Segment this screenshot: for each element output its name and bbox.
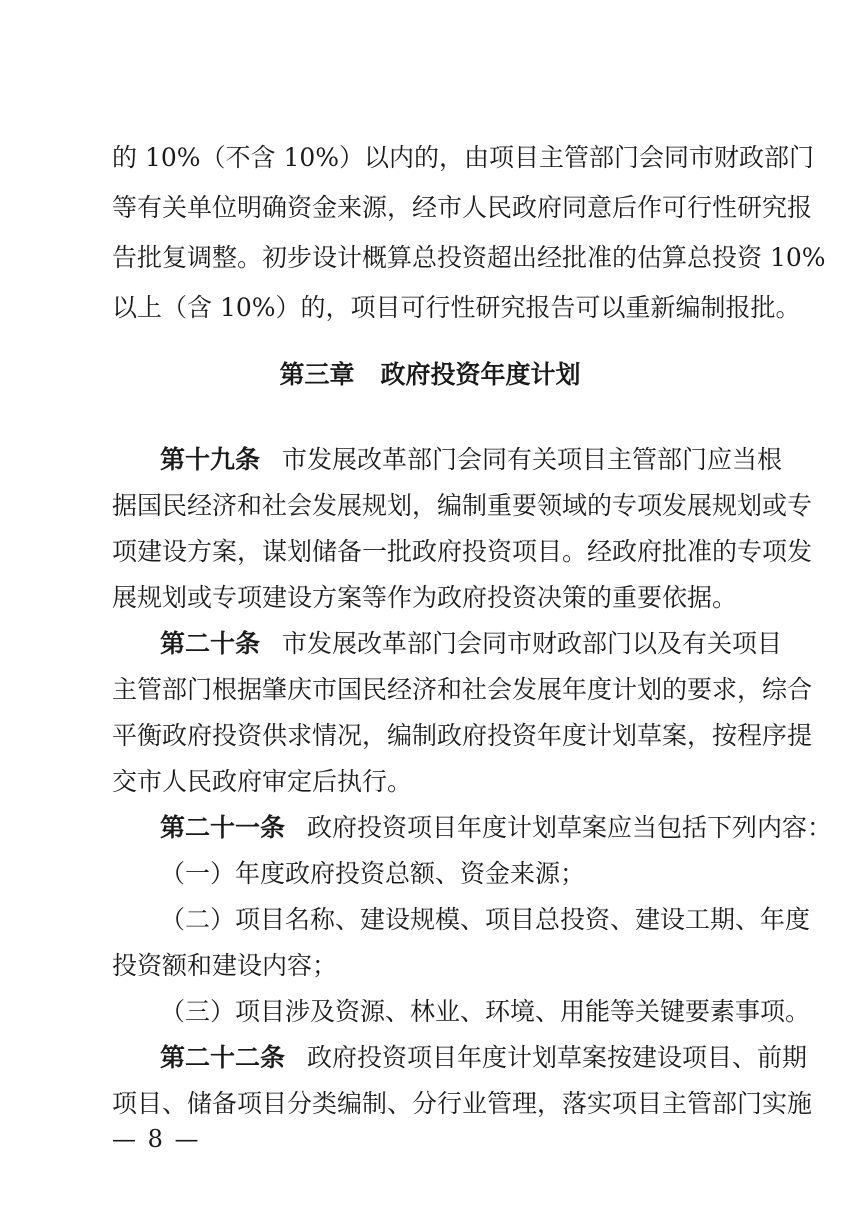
paragraph-line: 展规划或专项建设方案等作为政府投资决策的重要依据。: [112, 583, 738, 612]
paragraph-line: 的 10%（不含 10%）以内的，由项目主管部门会同市财政部门: [112, 143, 815, 172]
paragraph-line: 据国民经济和社会发展规划，编制重要领域的专项发展规划或专: [112, 491, 813, 520]
paragraph-line: 告批复调整。初步设计概算总投资超出经批准的估算总投资 10%: [112, 243, 826, 272]
paragraph-line: 主管部门根据肇庆市国民经济和社会发展年度计划的要求，综合: [112, 675, 813, 704]
paragraph-line: 交市人民政府审定后执行。: [112, 767, 413, 796]
article-label: 第二十二条: [160, 1043, 286, 1072]
list-item-2: （二）项目名称、建设规模、项目总投资、建设工期、年度: [160, 905, 811, 934]
paragraph-line: 平衡政府投资供求情况，编制政府投资年度计划草案，按程序提: [112, 721, 813, 750]
page-number: — 8 —: [112, 1125, 201, 1153]
paragraph-line: 项目、储备项目分类编制、分行业管理，落实项目主管部门实施: [112, 1089, 813, 1118]
paragraph-line: 以上（含 10%）的，项目可行性研究报告可以重新编制报批。: [112, 293, 801, 322]
list-item-3: （三）项目涉及资源、林业、环境、用能等关键要素事项。: [160, 997, 811, 1026]
article-label: 第十九条: [160, 445, 261, 474]
paragraph-line: 项建设方案，谋划储备一批政府投资项目。经政府批准的专项发: [112, 537, 813, 566]
article-19-first-line: [160, 445, 783, 475]
article-label: 第二十条: [160, 629, 261, 658]
article-label: 第二十一条: [160, 813, 286, 842]
chapter-heading: [0, 360, 860, 390]
article-text: 政府投资项目年度计划草案按建设项目、前期: [307, 1043, 808, 1072]
article-text: 市发展改革部门会同有关项目主管部门应当根: [282, 445, 783, 474]
list-item-2-continuation: 投资额和建设内容；: [112, 951, 338, 980]
chapter-title: 政府投资年度计划: [380, 360, 581, 389]
article-text: 政府投资项目年度计划草案应当包括下列内容：: [307, 813, 833, 842]
paragraph-line: 等有关单位明确资金来源，经市人民政府同意后作可行性研究报: [112, 193, 813, 222]
article-21-first-line: [160, 813, 833, 843]
article-22-first-line: [160, 1043, 808, 1073]
article-20-first-line: [160, 629, 783, 659]
chapter-number: 第三章: [279, 360, 355, 389]
list-item-1: （一）年度政府投资总额、资金来源；: [160, 859, 586, 888]
article-text: 市发展改革部门会同市财政部门以及有关项目: [282, 629, 783, 658]
